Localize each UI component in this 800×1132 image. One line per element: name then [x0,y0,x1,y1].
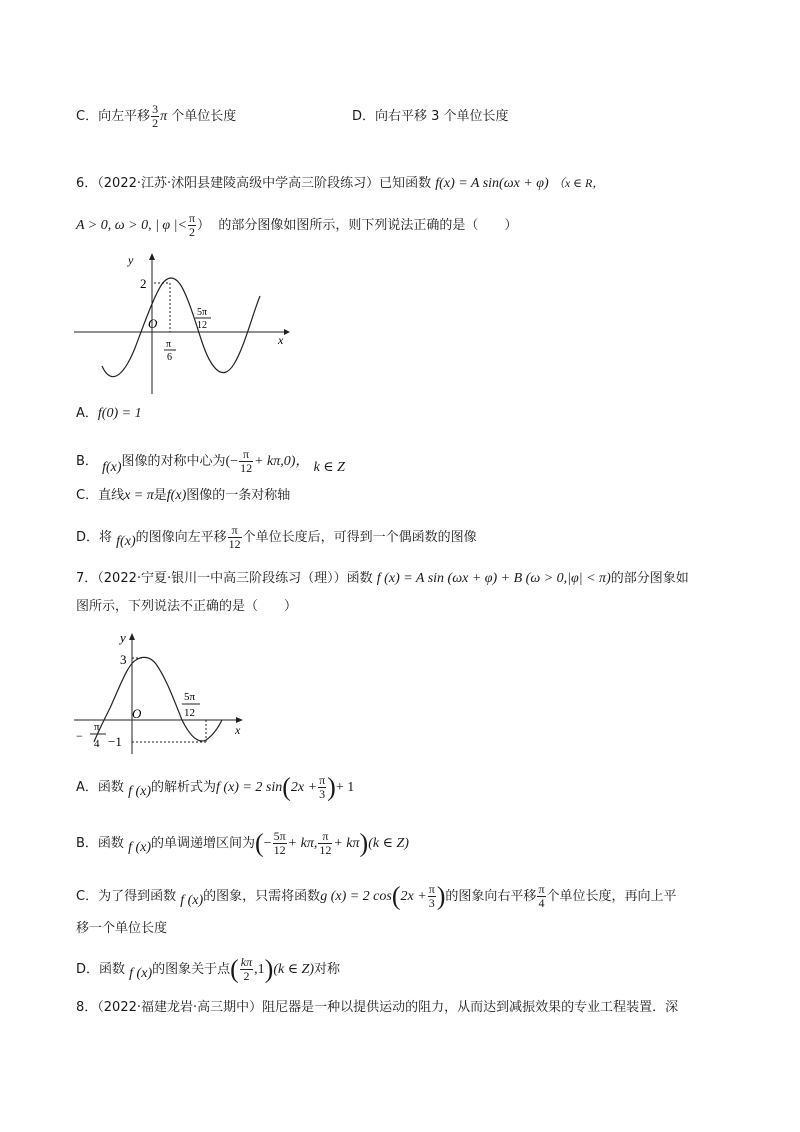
q7-tick1-num: π [94,721,100,733]
q7-y-arrow [129,633,135,640]
q6-x-label: x [278,333,284,347]
q6-option-d: D．将 f(x)的图像向左平移 $\frac{\pi}{12}$ 个单位长度后，可得到一个偶函数的图像 [76,523,477,551]
q6-y-arrow [149,253,155,260]
q7-y-label: y [120,630,126,645]
q6-tick1-den: 6 [167,352,172,363]
q7-graph [70,628,250,756]
q6-x-arrow [284,329,290,335]
q6-peak-value: 2 [140,276,147,291]
q6-sine-curve [102,278,260,377]
q6-option-a: A．f(0) = 1 [76,406,142,421]
q5-option-c: C．向左平移 $\frac{3}{2}$ π 个单位长度 [76,102,237,130]
q7-option-b: B．函数 f (x)的单调递增区间为(− $\frac{5\pi}{12}$ + kπ, $\frac{\pi}{12}$ + kπ)(k ∈ Z) [76,828,409,858]
q5-option-d: D．向右平移 3 个单位长度 [352,109,509,124]
q7-tick2-num: 5π [184,691,196,703]
q5-option-c-fraction: $\frac{3}{2}$ [152,102,159,130]
q6-stem-line2: A > 0, ω > 0, | φ |< $\frac{\pi}{2}$ ） 的部分图像如图所示，则下列说法正确的是（ ） [76,211,518,239]
q7-function: f (x) = A sin (ωx + φ) + B (ω > 0,|φ| < π) [376,571,611,586]
q7-x-label: x [235,723,241,737]
q7-tick1-den: 4 [94,738,100,750]
q8-stem: 8．（2022·福建龙岩·高三期中）阻尼器是一种以提供运动的阻力，从而达到减振效果的专业工程装置．深 [76,1000,679,1015]
q7-stem-line1: 7．（2022·宁夏·银川一中高三阶段练习（理））函数 f (x) = A sin (ωx + φ) + B (ω > 0,|φ| < π)的部分图象如 [76,571,689,586]
q6-option-b: B． f(x)图像的对称中心为(− $\frac{\pi}{12}$ + kπ,0)， k ∈ Z [76,447,345,475]
q6-function: f(x) = A sin(ωx + φ) [435,176,549,191]
q6-y-label: y [128,253,134,267]
q7-option-d: D．函数 f (x)的图象关于点( $\frac{k\pi}{2}$ ,1)(k ∈ Z)对称 [76,954,341,984]
q7-tick1-sign: − [76,729,83,743]
q6-tick2-den: 12 [197,320,207,331]
q7-option-a: A．函数 f (x)的解析式为f (x) = 2 sin(2x + $\frac{\pi}{3}$ )+ 1 [76,772,355,802]
q7-peak-value: 3 [120,652,127,667]
q6-tick2-num: 5π [197,307,208,318]
q7-trough-value: −1 [108,734,122,749]
q6-stem-line1: 6．（2022·江苏·沭阳县建陵高级中学高三阶段练习）已知函数 f(x) = A sin(ωx + φ) （x ∈ R， [76,176,605,191]
q7-origin: O [132,706,142,721]
q7-sine-curve [94,657,222,742]
q7-option-c: C．为了得到函数 f (x)的图象，只需将函数g (x) = 2 cos(2x + $\frac{\pi}{3}$ )的图象向右平移 $\frac{\pi}{4}$ 个单位长度，再向上平 [76,881,677,911]
q7-tick2-den: 12 [184,707,195,719]
q6-origin: O [148,316,158,331]
q7-stem-line2: 图所示，下列说法不正确的是（ ） [76,599,298,614]
q6-option-c: C．直线x = π是f(x)图像的一条对称轴 [76,488,291,503]
q7-option-c-line2: 移一个单位长度 [76,921,168,936]
q6-graph [70,244,290,394]
q6-tick1-num: π [166,339,172,350]
